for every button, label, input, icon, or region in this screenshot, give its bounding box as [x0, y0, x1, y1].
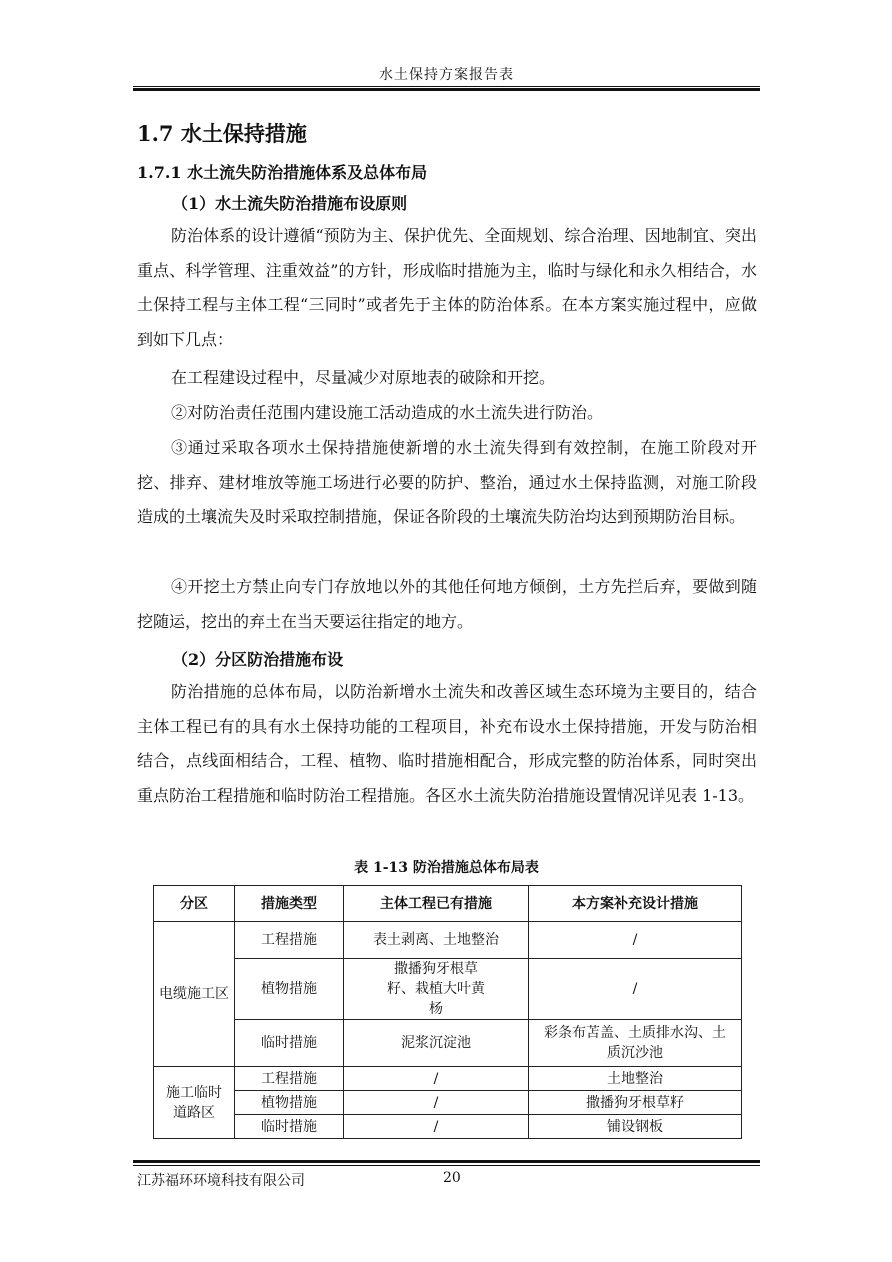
table-row — [154, 959, 742, 1020]
table-row — [154, 1067, 742, 1091]
paragraph-point-4: ④开挖土方禁止向专门存放地以外的其他任何地方倾倒，土方先拦后弃，要做到随挖随运，挖出的弃土在当天要运往指定的地方。 — [137, 577, 757, 631]
table-row — [154, 1091, 742, 1115]
existing-measure-cell: 撒播狗牙根草籽、栽植大叶黄杨 — [344, 959, 529, 1020]
table-header-row — [154, 886, 742, 922]
footer-rule-thick — [133, 1160, 760, 1163]
header-zone: 分区 — [154, 886, 235, 922]
header-measure-type: 措施类型 — [235, 886, 344, 922]
supplement-measure-cell: 土地整治 — [529, 1067, 742, 1091]
measure-type-cell: 植物措施 — [235, 1091, 344, 1115]
table-row — [154, 1020, 742, 1067]
existing-measure-cell: 泥浆沉淀池 — [344, 1020, 529, 1067]
supplement-measure-cell: 彩条布苫盖、土质排水沟、土质沉沙池 — [529, 1020, 742, 1067]
part1-heading: （1）水土流失防治措施布设原则 — [172, 194, 408, 213]
supplement-measure-cell: 撒播狗牙根草籽 — [529, 1091, 742, 1115]
measure-type-cell: 工程措施 — [235, 922, 344, 959]
table-row — [154, 1115, 742, 1139]
paragraph-point-2: ②对防治责任范围内建设施工活动造成的水土流失进行防治。 — [171, 403, 604, 422]
header-rule-thin — [133, 86, 760, 87]
supplement-measure-cell: / — [529, 959, 742, 1020]
running-header: 水土保持方案报告表 — [379, 67, 514, 83]
section-heading: 1.7 水土保持措施 — [137, 121, 307, 146]
measure-type-cell: 工程措施 — [235, 1067, 344, 1091]
existing-measure-cell: / — [344, 1115, 529, 1139]
header-rule-thick — [133, 88, 760, 91]
measures-layout-table — [153, 885, 742, 1139]
paragraph-point-1: 在工程建设过程中，尽量减少对原地表的破除和开挖。 — [171, 368, 556, 387]
zone-cell: 施工临时道路区 — [154, 1067, 235, 1139]
footer-rule-thin — [133, 1165, 760, 1166]
existing-measure-cell: / — [344, 1091, 529, 1115]
paragraph-principles: 防治体系的设计遵循“预防为主、保护优先、全面规划、综合治理、因地制宜、突出重点、科学管理、注重效益”的方针，形成临时措施为主，临时与绿化和永久相结合，水土保持工程与主体工程“三同时”或者先于主体的防治体系。在本方案实施过程中，应做到如下几点： — [137, 226, 757, 349]
measure-type-cell: 植物措施 — [235, 959, 344, 1020]
existing-measure-cell: 表土剥离、土地整治 — [344, 922, 529, 959]
part2-heading: （2）分区防治措施布设 — [172, 650, 344, 669]
zone-cell: 电缆施工区 — [154, 922, 235, 1067]
measure-type-cell: 临时措施 — [235, 1020, 344, 1067]
existing-measure-cell: / — [344, 1067, 529, 1091]
footer-company: 江苏福环环境科技有限公司 — [137, 1173, 305, 1189]
supplement-measure-cell: 铺设钢板 — [529, 1115, 742, 1139]
paragraph-zoning: 防治措施的总体布局，以防治新增水土流失和改善区域生态环境为主要目的，结合主体工程已有的具有水土保持功能的工程项目，补充布设水土保持措施，开发与防治相结合，点线面相结合，工程、植物、临时措施相配合，形成完整的防治体系，同时突出重点防治工程措施和临时防治工程措施。各区水土流失防治措施设置情况详见表 1-13。 — [137, 682, 757, 805]
supplement-measure-cell: / — [529, 922, 742, 959]
header-existing-measures: 主体工程已有措施 — [344, 886, 529, 922]
header-supplementary-measures: 本方案补充设计措施 — [529, 886, 742, 922]
measure-type-cell: 临时措施 — [235, 1115, 344, 1139]
page-number: 20 — [443, 1170, 461, 1186]
table-row — [154, 922, 742, 959]
table-caption: 表 1-13 防治措施总体布局表 — [354, 860, 539, 876]
subsection-heading: 1.7.1 水土流失防治措施体系及总体布局 — [137, 163, 428, 182]
paragraph-point-3: ③通过采取各项水土保持措施使新增的水土流失得到有效控制，在施工阶段对开挖、排弃、建材堆放等施工场进行必要的防护、整治，通过水土保持监测，对施工阶段造成的土壤流失及时采取控制措施，保证各阶段的土壤流失防治均达到预期防治目标。 — [137, 438, 757, 526]
